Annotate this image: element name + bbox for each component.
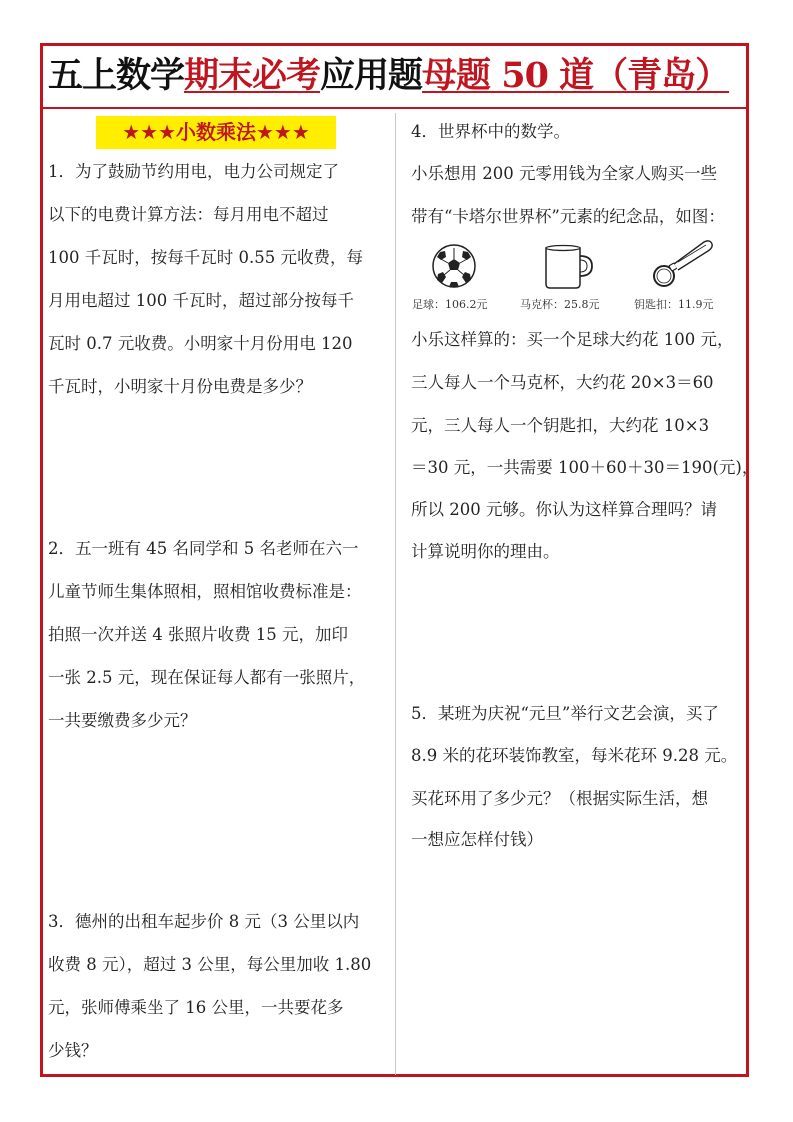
q2-line: 2．五一班有 45 名同学和 5 名老师在六一 bbox=[48, 539, 359, 558]
q4-line: 所以 200 元够。你认为这样算合理吗？请 bbox=[411, 500, 717, 519]
q3-line: 元，张师傅乘坐了 16 公里，一共要花多 bbox=[48, 998, 344, 1017]
mug-icon bbox=[520, 238, 630, 296]
q3-line: 少钱？ bbox=[48, 1041, 98, 1060]
q5-line: 一想应怎样付钱） bbox=[411, 830, 543, 849]
title-part-2: 期末必考 bbox=[184, 55, 321, 96]
q3-line: 收费 8 元），超过 3 公里，每公里加收 1.80 bbox=[48, 955, 372, 974]
item-keychain bbox=[634, 238, 744, 318]
q1-line: 100 千瓦时，按每千瓦时 0.55 元收费，每 bbox=[48, 248, 363, 267]
title-part-1: 五上数学 bbox=[48, 55, 185, 96]
title-part-3: 应用题 bbox=[320, 55, 423, 96]
q4-line: 4．世界杯中的数学。 bbox=[411, 122, 570, 141]
q4-line: 元，三人每人一个钥匙扣，大约花 10×3 bbox=[411, 416, 710, 435]
mug-caption: 马克杯：25.8元 bbox=[520, 298, 600, 311]
page-title bbox=[48, 50, 748, 102]
q4-line: 三人每人一个马克杯，大约花 20×3＝60 bbox=[411, 373, 714, 392]
q4-line: ＝30 元，一共需要 100＋60＋30＝190(元)， bbox=[411, 458, 759, 477]
souvenir-items bbox=[412, 238, 742, 318]
title-part-4: 母题 50 道（青岛） bbox=[422, 55, 730, 96]
q4-line: 带有“卡塔尔世界杯”元素的纪念品，如图： bbox=[411, 207, 725, 226]
q4-line: 小乐这样算的：买一个足球大约花 100 元， bbox=[411, 330, 734, 349]
q2-line: 儿童节师生集体照相，照相馆收费标准是： bbox=[48, 582, 362, 601]
q1-line: 月用电超过 100 千瓦时，超过部分按每千 bbox=[48, 291, 354, 310]
q1-line: 1．为了鼓励节约用电，电力公司规定了 bbox=[48, 162, 339, 181]
q1-line: 以下的电费计算方法：每月用电不超过 bbox=[48, 205, 329, 224]
q2-line: 一共要缴费多少元？ bbox=[48, 711, 197, 730]
q4-line: 小乐想用 200 元零用钱为全家人购买一些 bbox=[411, 164, 717, 183]
q1-line: 千瓦时，小明家十月份电费是多少？ bbox=[48, 377, 312, 396]
soccer-ball-caption: 足球：106.2元 bbox=[412, 298, 488, 311]
q3-line: 3．德州的出租车起步价 8 元（3 公里以内 bbox=[48, 912, 360, 931]
section-badge: ★★★小数乘法★★★ bbox=[96, 116, 336, 149]
q2-line: 一张 2.5 元，现在保证每人都有一张照片， bbox=[48, 668, 366, 687]
soccer-ball-icon bbox=[412, 238, 522, 296]
q1-line: 瓦时 0.7 元收费。小明家十月份用电 120 bbox=[48, 334, 353, 353]
q5-line: 5．某班为庆祝“元旦”举行文艺会演，买了 bbox=[411, 704, 719, 723]
item-mug bbox=[520, 238, 630, 318]
q4-line: 计算说明你的理由。 bbox=[411, 542, 560, 561]
keychain-icon bbox=[634, 238, 744, 296]
item-soccer-ball bbox=[412, 238, 522, 318]
column-divider bbox=[395, 113, 396, 1075]
keychain-caption: 钥匙扣：11.9元 bbox=[634, 298, 714, 311]
q5-line: 买花环用了多少元？（根据实际生活，想 bbox=[411, 789, 708, 808]
title-underline-rule bbox=[42, 107, 746, 109]
q2-line: 拍照一次并送 4 张照片收费 15 元，加印 bbox=[48, 625, 348, 644]
q5-line: 8.9 米的花环装饰教室，每米花环 9.28 元。 bbox=[411, 746, 738, 765]
